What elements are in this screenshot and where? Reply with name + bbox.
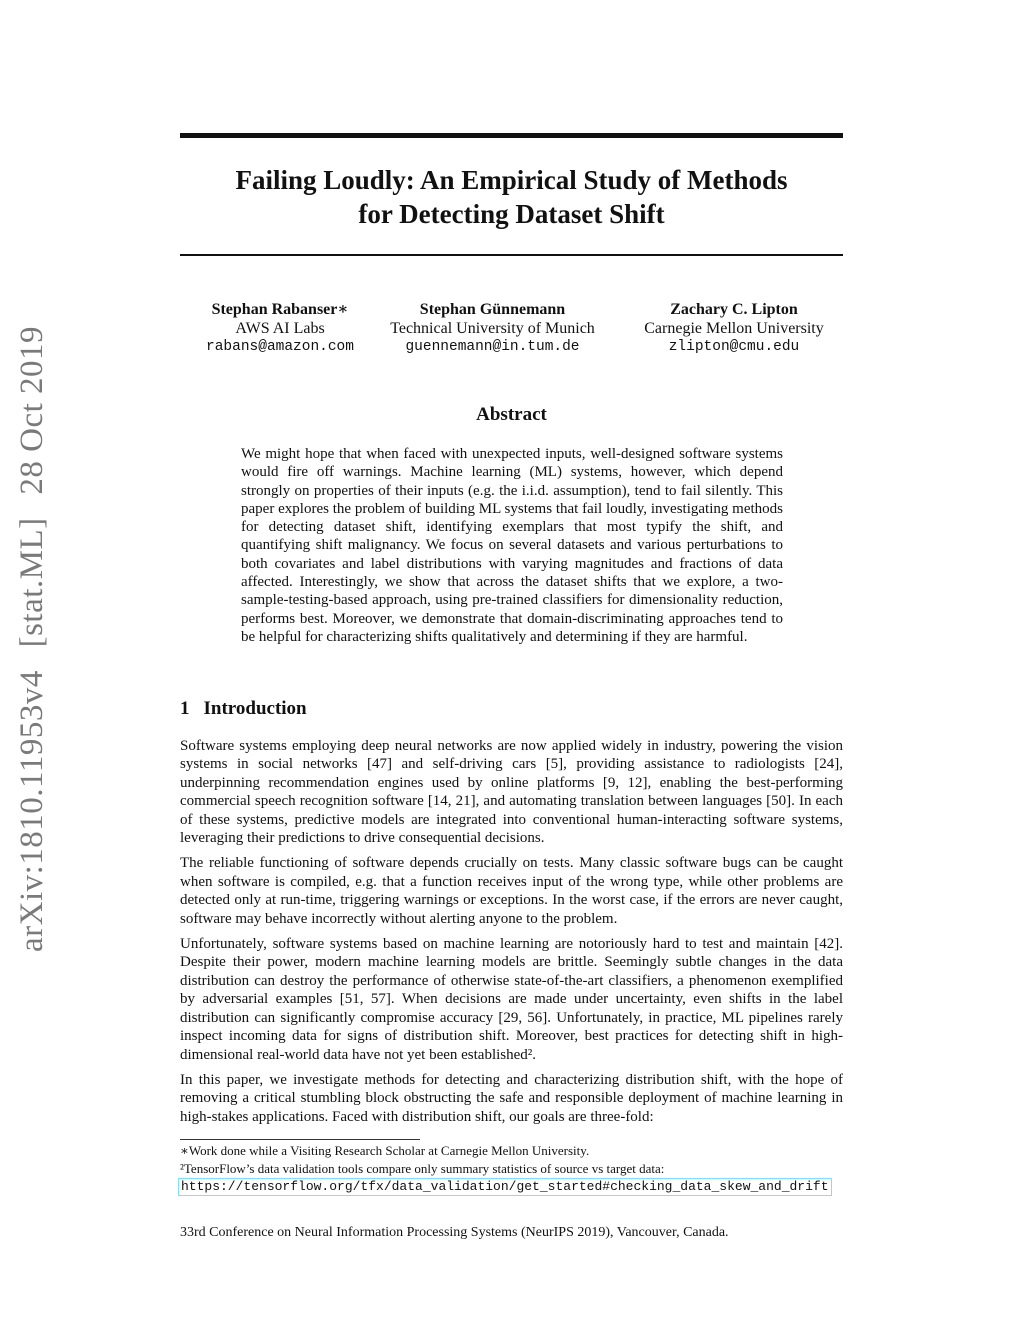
footnote-url-link[interactable]: https://tensorflow.org/tfx/data_validation/get_started#checking_data_skew_and_drift	[178, 1178, 832, 1196]
author-name: Zachary C. Lipton	[670, 301, 798, 318]
abstract-heading: Abstract	[476, 404, 547, 425]
title-line-1: Failing Loudly: An Empirical Study of Methods	[235, 165, 788, 195]
author-name: Stephan Günnemann	[419, 301, 566, 318]
author-name: Stephan Rabanser∗	[211, 301, 349, 318]
author-2	[380, 300, 605, 357]
author-1	[180, 300, 380, 357]
arxiv-id: arXiv:1810.11953v4	[14, 670, 50, 952]
title-line-2: for Detecting Dataset Shift	[358, 199, 665, 229]
author-affiliation: Carnegie Mellon University	[644, 320, 824, 337]
title-rule-bottom	[180, 254, 843, 256]
arxiv-date: 28 Oct 2019	[14, 325, 50, 495]
author-email[interactable]: guennemann@in.tum.de	[405, 339, 580, 355]
section-heading-introduction	[180, 698, 321, 720]
paper-title	[180, 163, 843, 231]
venue-footer: 33rd Conference on Neural Information Processing Systems (NeurIPS 2019), Vancouver, Canada.	[180, 1225, 729, 1240]
paragraph: Unfortunately, software systems based on machine learning are notoriously hard to test and maintain [42]. Despite their power, modern machine learning models are brittle. Seemingly subtle changes in the data distribution can destroy the performance of otherwise state-of-the-art classifiers, a phenomenon exemplified by adversarial examples [51, 57]. When decisions are made under uncertainty, even shifts in the label distribution can significantly compromise accuracy [29, 56]. Unfortunately, in practice, ML pipelines rarely inspect incoming data for signs of distribution shift. Moreover, best practices for detecting shift in high-dimensional real-world data have not yet been established².	[180, 936, 843, 1063]
abstract-text: We might hope that when faced with unexpected inputs, well-designed software systems would fire off warnings. Machine learning (ML) systems, however, which depend strongly on properties of their inputs (e.g. the i.i.d. assumption), tend to fail silently. This paper explores the problem of building ML systems that fail loudly, investigating methods for detecting dataset shift, identifying exemplars that most typify the shift, and quantifying shift malignancy. We focus on several datasets and various perturbations to both covariates and label distributions with varying magnitudes and fractions of data affected. Interestingly, we show that across the dataset shifts that we explore, a two-sample-testing-based approach, using pre-trained classifiers for dimensionality reduction, performs best. Moreover, we demonstrate that domain-discriminating approaches tend to be helpful for characterizing shifts qualitatively and determining if they are harmful.	[241, 446, 783, 645]
author-email[interactable]: rabans@amazon.com	[206, 339, 354, 355]
author-affiliation: AWS AI Labs	[235, 320, 325, 337]
section-number: 1	[180, 698, 190, 719]
paragraph: In this paper, we investigate methods for detecting and characterizing distribution shift, with the hope of removing a critical stumbling block obstructing the safe and responsible deployment of machine learning in high-stakes applications. Faced with distribution shift, our goals are three-fold:	[180, 1071, 843, 1125]
author-email[interactable]: zlipton@cmu.edu	[668, 339, 800, 355]
footnote-2: ²TensorFlow’s data validation tools compare only summary statistics of source vs target data:	[180, 1161, 665, 1176]
arxiv-category: [stat.ML]	[14, 517, 50, 648]
title-rule-top	[180, 133, 843, 138]
paragraph: Software systems employing deep neural networks are now applied widely in industry, powering the vision systems in social networks [47] and self-driving cars [5], providing assistance to radiologists [24], underpinning recommendation engines used by online platforms [9, 12], enabling the best-performing commercial speech recognition software [14, 21], and automating translation between languages [50]. In each of these systems, predictive models are integrated into conventional human-interacting software systems, leveraging their predictions to drive consequential decisions.	[180, 738, 843, 847]
author-affiliation: Technical University of Munich	[390, 320, 595, 337]
footnote-rule	[180, 1139, 420, 1140]
introduction-body	[180, 737, 843, 1133]
paragraph: The reliable functioning of software depends crucially on tests. Many classic software bugs can be caught when software is compiled, e.g. that a function receives input of the wrong type, while other problems are detected only at run-time, triggering warnings or exceptions. In the worst case, if the errors are never caught, software may behave incorrectly without alerting anyone to the problem.	[180, 855, 843, 927]
author-3	[625, 300, 843, 357]
footnote-1: ∗Work done while a Visiting Research Scholar at Carnegie Mellon University.	[180, 1143, 590, 1158]
arxiv-side-stamp	[14, 325, 58, 952]
section-title: Introduction	[203, 698, 307, 719]
